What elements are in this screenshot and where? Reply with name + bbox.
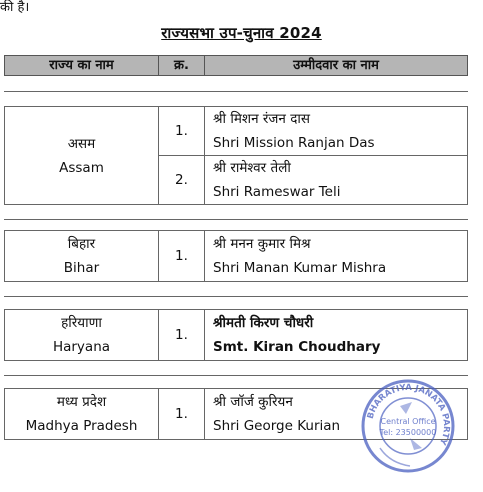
state-name-cell bbox=[5, 231, 159, 282]
preceding-text-fragment: की है। bbox=[0, 0, 30, 15]
state-block-assam bbox=[4, 106, 468, 205]
section-divider bbox=[4, 91, 468, 92]
candidate-cell bbox=[205, 310, 468, 361]
candidate-cell bbox=[205, 107, 468, 156]
state-name-cell bbox=[5, 107, 159, 205]
candidate-serial: 1. bbox=[159, 107, 205, 156]
candidate-name-en: Shri Rameswar Teli bbox=[213, 184, 341, 200]
candidate-name-en: Shri Mission Ranjan Das bbox=[213, 135, 375, 151]
candidate-serial: 1. bbox=[159, 231, 205, 282]
state-name-hi: मध्य प्रदेश bbox=[56, 394, 107, 410]
candidate-cell bbox=[205, 156, 468, 205]
candidate-name-hi: श्री मिशन रंजन दास bbox=[213, 111, 310, 127]
state-name-hi: हरियाणा bbox=[61, 315, 102, 331]
section-divider bbox=[4, 375, 468, 376]
state-name-cell bbox=[5, 310, 159, 361]
candidate-serial: 2. bbox=[159, 156, 205, 205]
section-divider bbox=[4, 296, 468, 297]
state-name-en: Assam bbox=[59, 159, 104, 176]
state-name-cell bbox=[5, 389, 159, 440]
table-header bbox=[4, 55, 468, 76]
page-title: राज्यसभा उप-चुनाव 2024 bbox=[161, 24, 322, 42]
party-office-seal bbox=[360, 378, 456, 474]
state-name-en: Bihar bbox=[63, 260, 100, 276]
state-name-en: Haryana bbox=[52, 339, 111, 355]
state-name-hi: बिहार bbox=[67, 236, 96, 252]
seal-line-2: Tel: 23500000 bbox=[379, 428, 437, 437]
header-state-name: राज्य का नाम bbox=[5, 56, 159, 75]
seal-line-1: Central Office bbox=[380, 417, 436, 426]
candidate-name-en: Shri George Kurian bbox=[213, 418, 341, 434]
seal-ring-text: BHARATIYA JANATA PARTY bbox=[365, 382, 452, 447]
candidate-name-en: Shri Manan Kumar Mishra bbox=[213, 260, 387, 276]
state-block-bihar bbox=[4, 230, 468, 282]
candidate-name-hi: श्री रामेश्वर तेली bbox=[213, 160, 291, 176]
candidate-name-hi: श्रीमती किरण चौधरी bbox=[213, 315, 314, 331]
candidate-serial: 1. bbox=[159, 389, 205, 440]
header-serial-no: क्र. bbox=[159, 56, 205, 75]
candidate-name-hi: श्री मनन कुमार मिश्र bbox=[213, 236, 311, 252]
state-name-hi: असम bbox=[67, 135, 96, 152]
candidate-name-hi: श्री जॉर्ज कुरियन bbox=[213, 394, 293, 410]
candidate-cell bbox=[205, 231, 468, 282]
state-name-en: Madhya Pradesh bbox=[25, 418, 138, 434]
header-candidate-name: उम्मीदवार का नाम bbox=[293, 58, 379, 73]
section-divider bbox=[4, 219, 468, 220]
candidate-name-en: Smt. Kiran Choudhary bbox=[213, 339, 381, 355]
candidate-serial: 1. bbox=[159, 310, 205, 361]
state-block-haryana bbox=[4, 309, 468, 361]
